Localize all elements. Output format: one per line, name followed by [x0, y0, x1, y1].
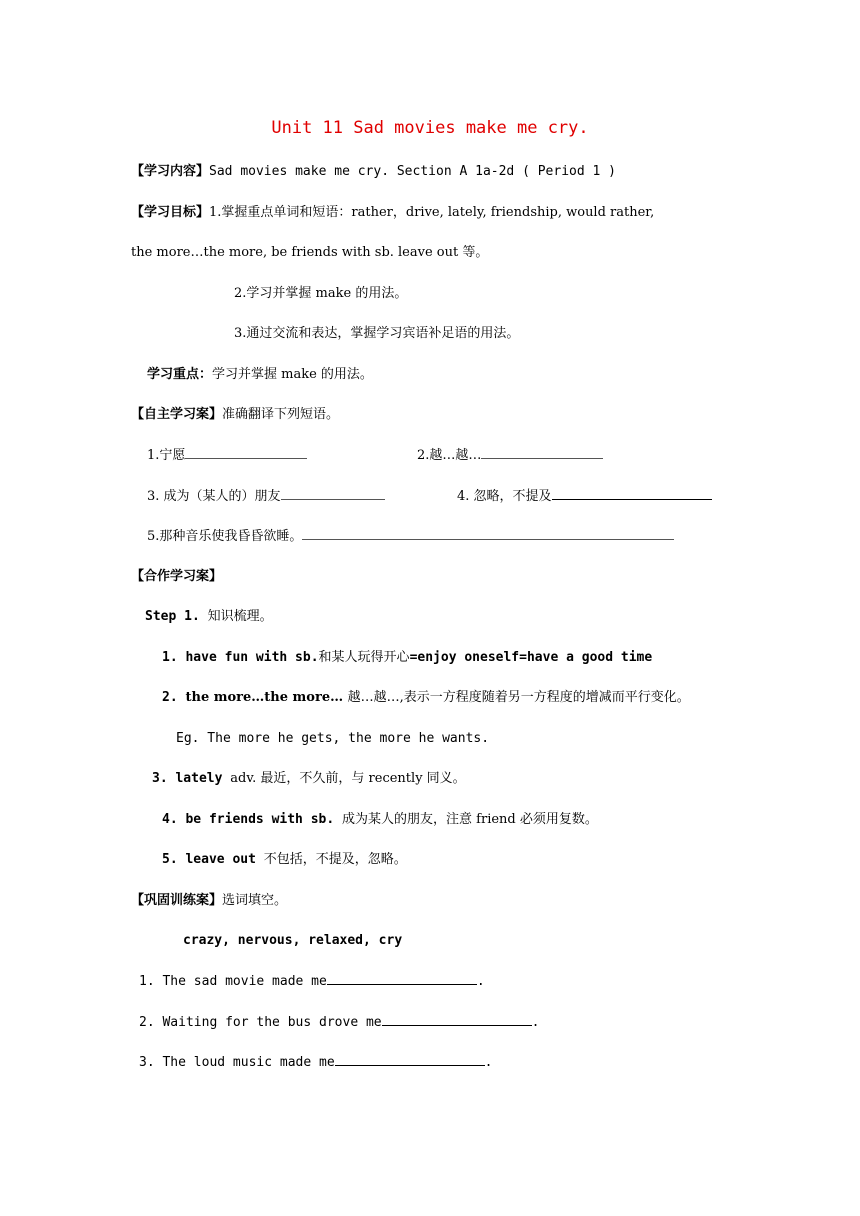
- self-study-instruction: 准确翻译下列短语。: [222, 407, 340, 422]
- exercise-1: 1. The sad movie made me .: [139, 971, 485, 992]
- self-study-line: [131, 405, 339, 425]
- step-1-label: Step 1.: [145, 609, 208, 624]
- translate-item-2: 2.越…越…: [417, 445, 603, 466]
- translate-item-5: 5.那种音乐使我昏昏欲睡。: [147, 526, 674, 547]
- self-study-label: 【自主学习案】: [131, 407, 223, 422]
- study-focus-line: [147, 365, 373, 385]
- study-content-text: Sad movies make me cry. Section A 1a-2d ( Period 1 ): [209, 164, 617, 179]
- practice-label: 【巩固训练案】: [131, 893, 223, 908]
- study-focus-text: 学习并掌握 make 的用法。: [212, 367, 373, 382]
- study-goals-label: 【学习目标】: [131, 205, 210, 220]
- step-1-line: [145, 607, 273, 627]
- practice-line: [131, 891, 287, 911]
- practice-instruction: 选词填空。: [222, 893, 288, 908]
- study-focus-label: 学习重点：: [147, 367, 213, 382]
- exercise-3: 3. The loud music made me .: [139, 1052, 493, 1073]
- answer-blank[interactable]: [481, 445, 603, 459]
- point-3: 3. lately adv. 最近，不久前，与 recently 同义。: [152, 771, 466, 786]
- point-1: 1. have fun with sb.和某人玩得开心=enjoy oneself=have a good time: [162, 650, 653, 665]
- coop-study-label: 【合作学习案】: [131, 569, 223, 584]
- exercise-2: 2. Waiting for the bus drove me .: [139, 1012, 539, 1033]
- translate-item-3: 3. 成为（某人的）朋友: [147, 486, 385, 507]
- answer-blank[interactable]: [382, 1012, 532, 1026]
- answer-blank[interactable]: [552, 486, 712, 500]
- translate-item-1: 1.宁愿: [147, 445, 307, 466]
- point-5: 5. leave out 不包括，不提及，忽略。: [162, 852, 407, 867]
- answer-blank[interactable]: [185, 445, 307, 459]
- point-2-example: Eg. The more he gets, the more he wants.: [176, 731, 490, 746]
- answer-blank[interactable]: [335, 1052, 485, 1066]
- answer-blank[interactable]: [327, 971, 477, 985]
- study-goals-line-2: [131, 243, 488, 263]
- study-goals-item-3: 3.通过交流和表达，掌握学习宾语补足语的用法。: [234, 326, 520, 341]
- answer-blank[interactable]: [281, 486, 385, 500]
- page-title: Unit 11 Sad movies make me cry.: [271, 118, 589, 138]
- word-bank: crazy, nervous, relaxed, cry: [183, 933, 403, 948]
- step-1-text: 知识梳理。: [207, 609, 273, 624]
- answer-blank[interactable]: [302, 526, 674, 540]
- point-4: 4. be friends with sb. 成为某人的朋友，注意 friend 必须用复数。: [162, 812, 598, 827]
- study-content-line: [131, 162, 616, 182]
- study-goals-line-1: [131, 203, 654, 223]
- point-2: 2. the more…the more… 越…越…,表示一方程度随着另一方程度的增减而平行变化。: [162, 690, 690, 705]
- study-goals-item-2: 2.学习并掌握 make 的用法。: [234, 286, 408, 301]
- translate-item-4: 4. 忽略，不提及: [457, 486, 712, 507]
- study-content-label: 【学习内容】: [131, 164, 210, 179]
- study-goals-item-1a: 1.掌握重点单词和短语：rather，drive, lately, friendship, would rather,: [209, 205, 655, 220]
- study-goals-item-1b: the more…the more, be friends with sb. leave out 等。: [131, 245, 489, 260]
